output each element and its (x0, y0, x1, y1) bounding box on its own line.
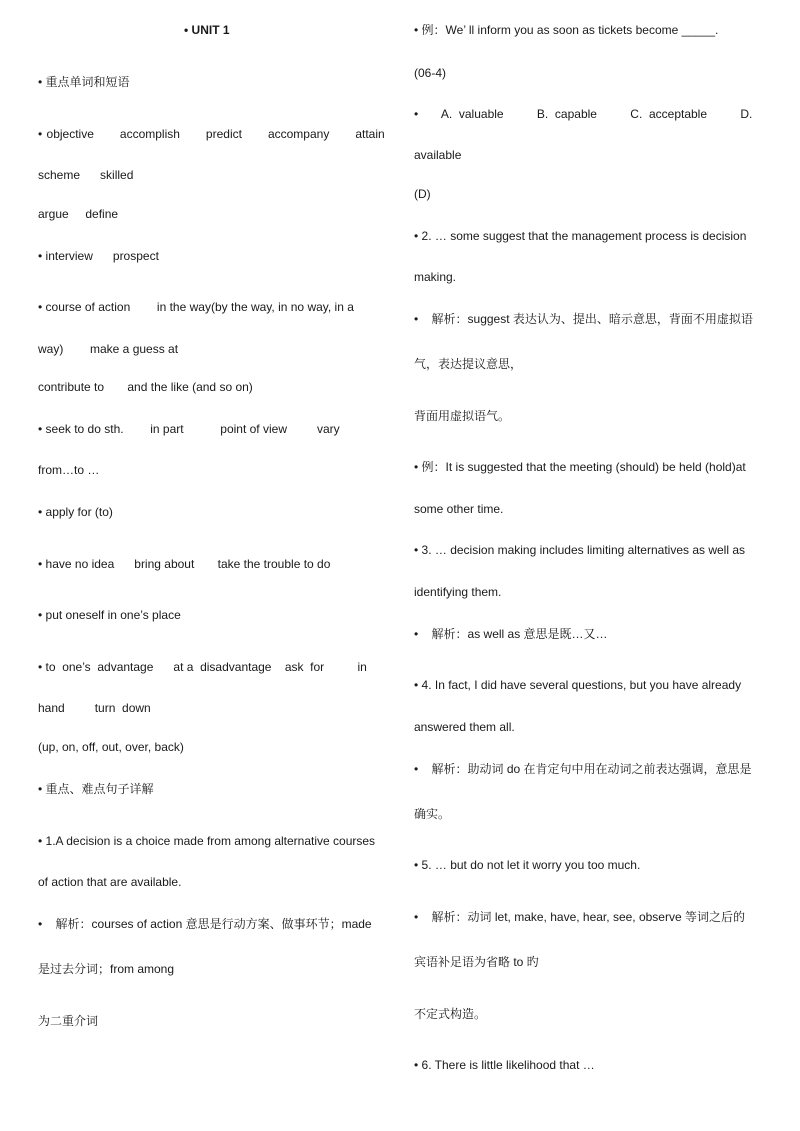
text-line: • have no idea bring about take the trouble to do (38, 557, 331, 571)
text-line: • 解析：courses of action 意思是行动方案、做事环节；made (38, 917, 372, 931)
unit-title: • UNIT 1 (184, 23, 230, 37)
text-line: (up, on, off, out, over, back) (38, 740, 184, 754)
section-heading-vocabulary: • 重点单词和短语 (38, 75, 130, 89)
text-line: • 3. … decision making includes limiting alternatives as well as (414, 543, 746, 557)
text-line: • A. valuable B. capable C. acceptable D. (414, 107, 753, 121)
text-line: some other time. (414, 502, 504, 516)
text-line: • 解析：助动词 do 在肯定句中用在动词之前表达强调，意思是 (414, 762, 752, 776)
text-line: • 解析：as well as 意思是既…又… (414, 627, 608, 641)
text-line: argue define (38, 207, 119, 221)
text-line: • to one’s advantage at a disadvantage ask for in (38, 660, 367, 674)
text-line: • 例：It is suggested that the meeting (should) be held (hold)at (414, 460, 746, 474)
section-heading-sentences: • 重点、难点句子详解 (38, 782, 154, 796)
text-line: 宾语补足语为省略 to 旳 (414, 955, 539, 969)
text-line: • 例：We’ ll inform you as soon as tickets become _____. (414, 23, 719, 37)
text-line: • interview prospect (38, 249, 159, 263)
text-line: • apply for (to) (38, 505, 113, 519)
text-line: scheme skilled (38, 168, 134, 182)
text-line: 气，表达提议意思， (414, 357, 523, 371)
text-line: hand turn down (38, 701, 151, 715)
text-line: 是过去分词；from among (38, 962, 175, 976)
text-line: • 6. There is little likelihood that … (414, 1058, 595, 1072)
text-line: (D) (414, 187, 431, 201)
text-line: • 2. … some suggest that the management process is decision (414, 229, 747, 243)
text-line: 确实。 (414, 807, 451, 821)
text-line: contribute to and the like (and so on) (38, 380, 253, 394)
text-line: answered them all. (414, 720, 515, 734)
text-line: from…to … (38, 463, 100, 477)
text-line: making. (414, 270, 457, 284)
text-line: • seek to do sth. in part point of view vary (38, 422, 340, 436)
text-line: (06-4) (414, 66, 447, 80)
text-line: 为二重介词 (38, 1014, 99, 1028)
text-line: • course of action in the way(by the way, in no way, in a (38, 300, 354, 314)
text-line: of action that are available. (38, 875, 182, 889)
text-line: • 4. In fact, I did have several questions, but you have already (414, 678, 742, 692)
text-line: 不定式构造。 (414, 1007, 487, 1021)
text-line: • put oneself in one’s place (38, 608, 181, 622)
text-line: • objective accomplish predict accompany attain (38, 127, 385, 141)
text-line: available (414, 148, 462, 162)
text-line: way) make a guess at (38, 342, 179, 356)
text-line: identifying them. (414, 585, 502, 599)
text-line: 背面用虚拟语气。 (414, 409, 511, 423)
text-line: • 解析：动词 let, make, have, hear, see, observe 等词之后的 (414, 910, 745, 924)
text-line: • 1.A decision is a choice made from among alternative courses (38, 834, 376, 848)
text-line: • 5. … but do not let it worry you too much. (414, 858, 641, 872)
text-line: • 解析：suggest 表达认为、提出、暗示意思，背面不用虚拟语 (414, 312, 753, 326)
